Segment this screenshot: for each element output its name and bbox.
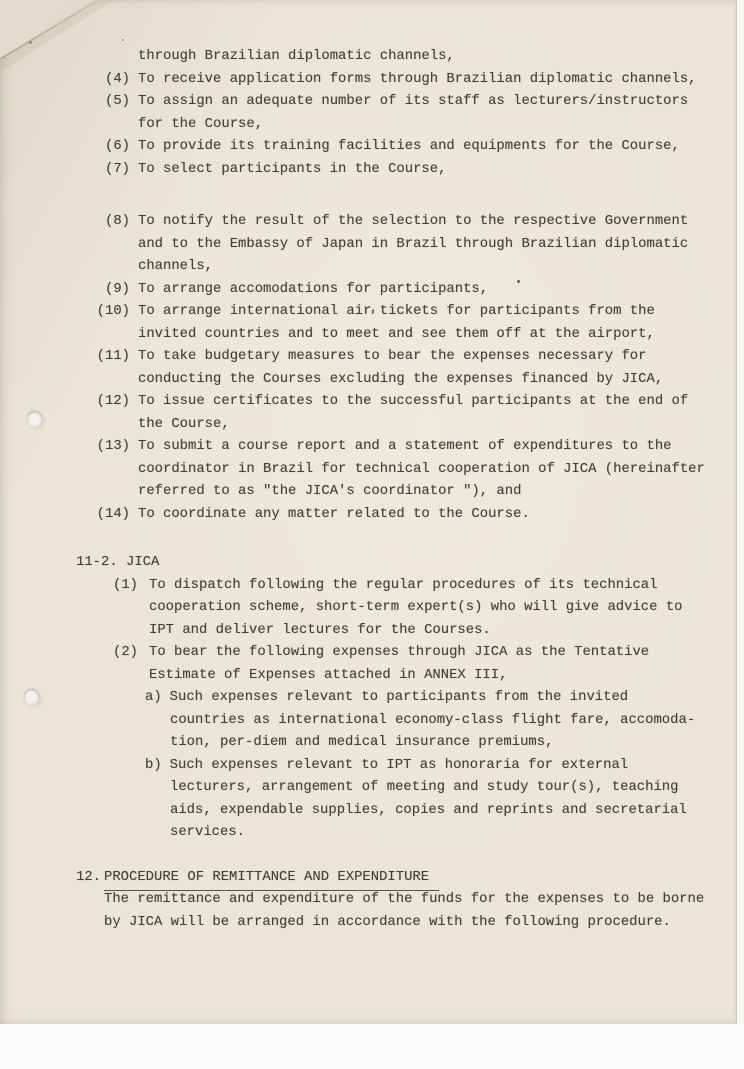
doc-line bbox=[0, 619, 737, 642]
doc-line bbox=[0, 210, 737, 233]
line-marker: (1) bbox=[112, 576, 138, 593]
line-text: To issue certificates to the successful participants at the end of bbox=[138, 393, 689, 409]
line-marker: (5) bbox=[104, 93, 130, 109]
line-text: The remittance and expenditure of the funds for the expenses to be borne bbox=[104, 891, 705, 907]
line-text: tion, per-diem and medical insurance premiums, bbox=[170, 734, 554, 750]
line-text: To select participants in the Course, bbox=[138, 160, 447, 177]
doc-line bbox=[0, 233, 737, 256]
section-heading-underlined: PROCEDURE OF REMITTANCE AND EXPENDITURE bbox=[104, 866, 439, 892]
doc-line bbox=[0, 821, 737, 844]
line-text: invited countries and to meet and see them off at the airport, bbox=[138, 325, 655, 342]
line-text: Such expenses relevant to IPT as honoraria for external bbox=[169, 756, 629, 773]
doc-line bbox=[0, 278, 737, 301]
line-text: lecturers, arrangement of meeting and study tour(s), teaching bbox=[170, 779, 679, 795]
doc-line bbox=[0, 551, 737, 574]
blank-line-gap bbox=[0, 844, 737, 866]
line-marker: (11) bbox=[96, 348, 130, 364]
line-text: To arrange international air tickets for participants from the bbox=[138, 303, 655, 319]
line-marker: (7) bbox=[104, 160, 130, 177]
line-text: coordinator in Brazil for technical cooperation of JICA (hereinafter bbox=[138, 460, 705, 477]
line-text: and to the Embassy of Japan in Brazil through Brazilian diplomatic bbox=[138, 235, 689, 252]
line-marker: (10) bbox=[96, 303, 130, 319]
doc-line bbox=[0, 113, 737, 136]
doc-line bbox=[0, 709, 737, 732]
doc-line bbox=[0, 45, 737, 68]
doc-line bbox=[0, 574, 737, 597]
doc-line bbox=[0, 323, 737, 346]
doc-line bbox=[0, 731, 737, 754]
doc-line bbox=[0, 135, 737, 158]
line-marker: (8) bbox=[104, 213, 130, 229]
line-text: for the Course, bbox=[138, 115, 264, 132]
line-text: To assign an adequate number of its staff as lecturers/instructors bbox=[138, 93, 689, 109]
line-text: Estimate of Expenses attached in ANNEX III, bbox=[149, 666, 508, 683]
line-marker: b) bbox=[145, 756, 162, 773]
doc-line bbox=[0, 255, 737, 278]
doc-line bbox=[0, 799, 737, 822]
doc-line bbox=[0, 90, 737, 113]
doc-line bbox=[0, 866, 737, 889]
doc-line bbox=[0, 911, 737, 934]
line-text: To bear the following expenses through JICA as the Tentative bbox=[149, 644, 650, 660]
line-text: To coordinate any matter related to the Course. bbox=[138, 505, 530, 522]
blank-line-gap bbox=[0, 180, 737, 210]
line-text: Such expenses relevant to participants from the invited bbox=[169, 689, 629, 705]
line-marker: a) bbox=[145, 689, 162, 705]
line-text: To notify the result of the selection to the respective Government bbox=[138, 213, 689, 229]
line-text: To provide its training facilities and equipments for the Course, bbox=[138, 138, 680, 154]
line-text: conducting the Courses excluding the expenses financed by JICA, bbox=[138, 370, 664, 387]
line-text: aids, expendable supplies, copies and reprints and secretarial bbox=[170, 801, 687, 818]
doc-line bbox=[0, 390, 737, 413]
doc-line bbox=[0, 435, 737, 458]
doc-line bbox=[0, 458, 737, 481]
line-text: by JICA will be arranged in accordance with the following procedure. bbox=[104, 913, 671, 930]
doc-line bbox=[0, 888, 737, 911]
line-marker: (12) bbox=[96, 393, 130, 409]
doc-line bbox=[0, 754, 737, 777]
line-text: IPT and deliver lectures for the Courses. bbox=[149, 621, 491, 638]
line-marker: (6) bbox=[104, 138, 130, 154]
doc-line bbox=[0, 596, 737, 619]
line-text: the Course, bbox=[138, 415, 230, 432]
doc-line bbox=[0, 68, 737, 91]
doc-line bbox=[0, 413, 737, 436]
line-text: cooperation scheme, short-term expert(s) who will give advice to bbox=[149, 599, 683, 615]
doc-line bbox=[0, 686, 737, 709]
line-text: To arrange accomodations for participants, bbox=[138, 280, 489, 297]
line-marker: (9) bbox=[104, 280, 130, 297]
doc-line bbox=[0, 368, 737, 391]
doc-line bbox=[0, 776, 737, 799]
line-text: countries as international economy-class flight fare, accomoda- bbox=[170, 711, 696, 728]
line-text: services. bbox=[170, 824, 246, 840]
page-right-edge bbox=[736, 0, 744, 1024]
doc-line bbox=[0, 158, 737, 181]
doc-line bbox=[0, 345, 737, 368]
blank-line-gap bbox=[0, 525, 737, 551]
line-marker: 12. bbox=[76, 868, 102, 885]
line-text: To take budgetary measures to bear the expenses necessary for bbox=[138, 348, 647, 364]
line-text: 11-2. JICA bbox=[76, 554, 160, 570]
line-text: To submit a course report and a statement of expenditures to the bbox=[138, 438, 672, 454]
line-text: referred to as "the JICA's coordinator "), and bbox=[138, 483, 522, 499]
line-marker: (4) bbox=[104, 70, 130, 87]
doc-line bbox=[0, 641, 737, 664]
line-marker: (13) bbox=[96, 438, 130, 454]
line-text: To receive application forms through Brazilian diplomatic channels, bbox=[138, 70, 697, 87]
doc-line bbox=[0, 664, 737, 687]
doc-line bbox=[0, 503, 737, 526]
doc-line bbox=[0, 480, 737, 503]
line-text: channels, bbox=[138, 258, 214, 274]
doc-line bbox=[0, 300, 737, 323]
line-text: To dispatch following the regular procedures of its technical bbox=[149, 576, 658, 593]
line-text: through Brazilian diplomatic channels, bbox=[138, 48, 455, 64]
line-marker: (2) bbox=[112, 644, 138, 660]
line-marker: (14) bbox=[96, 505, 130, 522]
